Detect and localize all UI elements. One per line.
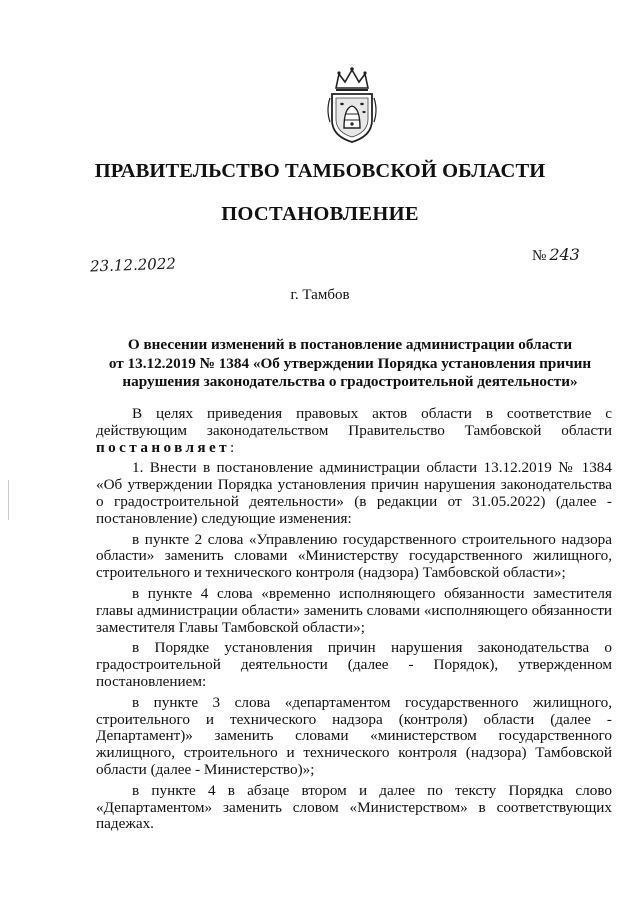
paragraph-1: 1. Внести в постановление администрации области 13.12.2019 № 1384 «Об утверждении Порядка установления причин нарушения законодательства о градостроительной деятельности» (в редакции от 31.05.2022) (далее - постановление) следующие изменения: bbox=[96, 459, 612, 527]
subject-line-1: О внесении изменений в постановление администрации области bbox=[127, 336, 573, 353]
subject-line-3: нарушения законодательства о градостроительной деятельности» bbox=[122, 373, 578, 390]
paragraph-3: в пункте 4 слова «временно исполняющего обязанности заместителя главы администрации области» заменить словами «исполняющего обязанности заместителя Главы Тамбовской области»; bbox=[96, 584, 612, 636]
government-title: ПРАВИТЕЛЬСТВО ТАМБОВСКОЙ ОБЛАСТИ bbox=[94, 160, 546, 182]
paragraph-6: в пункте 4 в абзаце втором и далее по тексту Порядка слово «Департаментом» заменить словом «Министерством» в соответствующих падежах. bbox=[96, 781, 612, 833]
city-line: г. Тамбов bbox=[290, 287, 350, 303]
intro-paragraph: В целях приведения правовых актов области в соответствие с действующим законодательством Правительство Тамбовской области постановляет: bbox=[96, 405, 612, 456]
paragraph-5: в пункте 3 слова «департаментом государственного жилищного, строительного и технического надзора (контроля) области (далее - Департамент)» заменить словами «министерством государственного жилищного, строительного и технического контроля (надзора) Тамбовской области (далее - Министерство)»; bbox=[96, 693, 612, 778]
tambov-coat-of-arms-icon bbox=[326, 64, 378, 144]
document-type-title: ПОСТАНОВЛЕНИЕ bbox=[221, 203, 419, 225]
document-subject bbox=[90, 336, 610, 392]
document-date: 23.12.2022 bbox=[89, 254, 177, 276]
number-value: 243 bbox=[549, 245, 580, 264]
scan-margin-line bbox=[8, 480, 9, 520]
decree-word: постановляет bbox=[96, 438, 231, 456]
subject-line-2: от 13.12.2019 № 1384 «Об утверждении Порядка установления причин bbox=[108, 354, 592, 372]
document-body bbox=[96, 406, 612, 833]
intro-text: В целях приведения правовых актов области в соответствие с действующим законодательством Правительство Тамбовской области bbox=[96, 405, 612, 439]
paragraph-4: в Порядке установления причин нарушения законодательства о градостроительной деятельности (далее - Порядок), утвержденном постановлением: bbox=[96, 639, 612, 690]
paragraph-2: в пункте 2 слова «Управлению государственного строительного надзора области» заменить словами «Министерству государственного жилищного, строительного и технического контроля (надзора) Тамбовской области»; bbox=[96, 530, 612, 582]
document-number bbox=[532, 245, 580, 265]
number-label: № bbox=[532, 248, 547, 264]
